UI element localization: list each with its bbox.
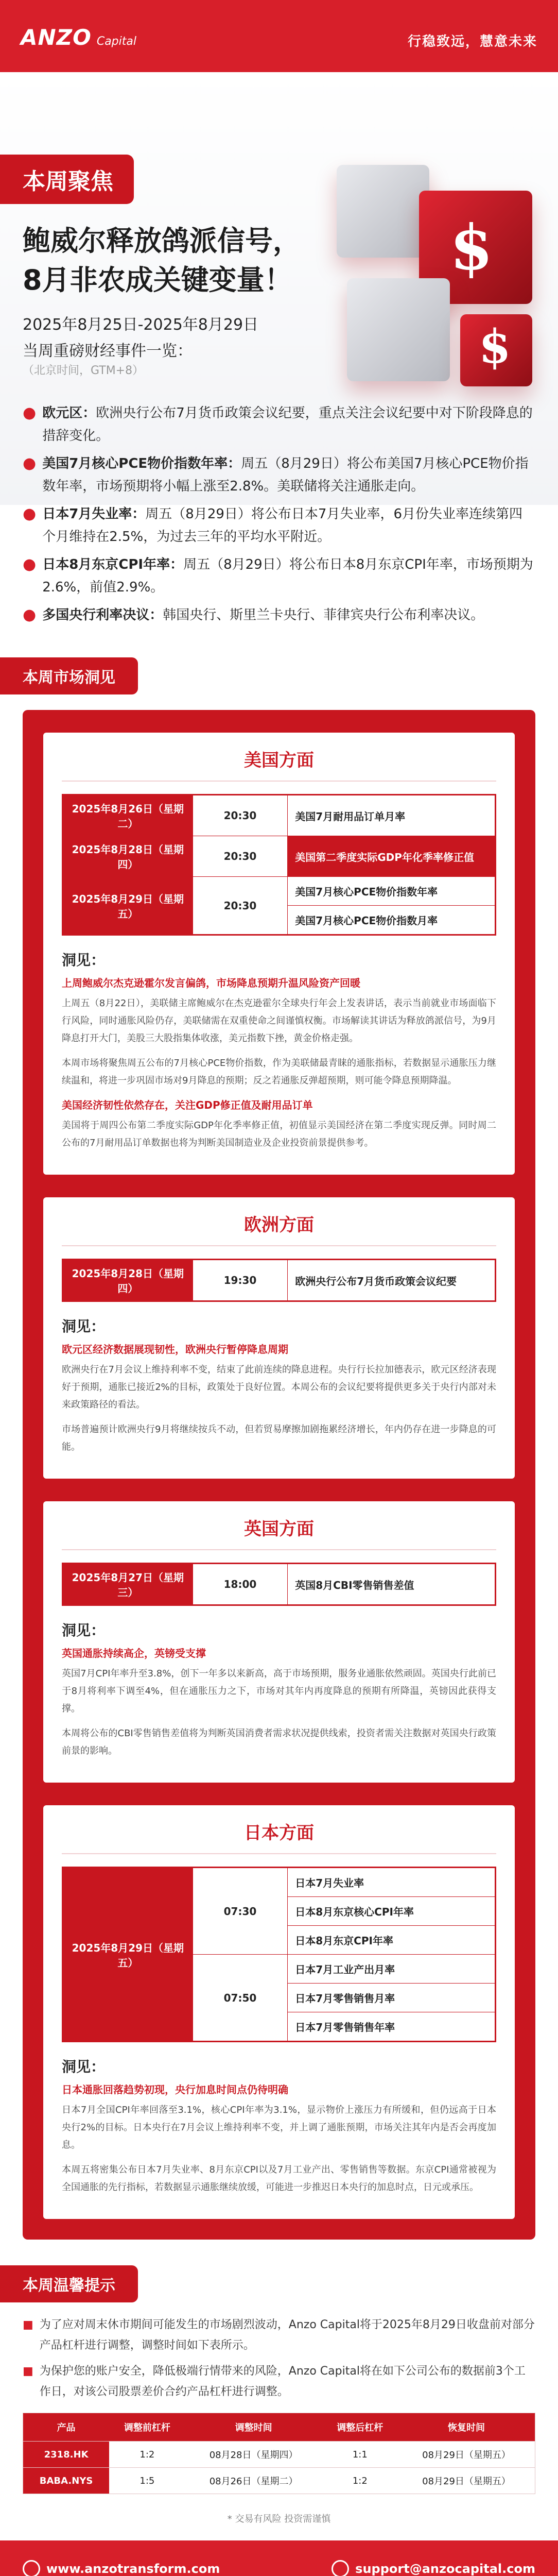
hero-timezone-note: （北京时间，GTM+8）: [23, 364, 144, 377]
schedule-time: 20:30: [193, 795, 288, 836]
schedule-time: 07:50: [193, 1955, 288, 2041]
table-row: [63, 836, 495, 877]
bullet-icon: ●: [23, 454, 37, 472]
bullet-icon: ●: [23, 606, 37, 624]
region-title: 日本方面: [62, 1805, 496, 1854]
warning-item: ■ 为了应对周末休市期间可能发生的市场剧烈波动，Anzo Capital将于2025年8月29日收盘前对部分产品杠杆进行调整，调整时间如下表所示。: [23, 2315, 535, 2356]
table-cell: 08月29日（星期五）: [398, 2468, 535, 2494]
region-title: 欧洲方面: [62, 1197, 496, 1246]
square-bullet-icon: ■: [23, 2365, 33, 2378]
table-cell: BABA.NYS: [23, 2468, 109, 2494]
market-insight-panel: [23, 710, 535, 2240]
agenda-item: ● 美国7月核心PCE物价指数年率：周五（8月29日）将公布美国7月核心PCE物价指数年率，市场预期将小幅上涨至2.8%。美联储将关注通胀走向。: [23, 452, 535, 498]
column-header: 产品: [23, 2413, 109, 2442]
table-row: [63, 1260, 495, 1301]
table-row: [23, 2468, 535, 2494]
insight-paragraph: 美国将于周四公布第二季度实际GDP年化季率修正值，初值显示美国经济在第二季度实现反弹。同时周二公布的7月耐用品订单数据也将为判断美国制造业及企业投资前景提供参考。: [62, 1120, 496, 1148]
insight-paragraph: 本周市场将聚焦周五公布的7月核心PCE物价指数，作为美联储最青睐的通胀指标，若数据显示通胀压力继续温和，将进一步巩固市场对9月降息的预期；反之若通胀反弹超预期，则可能令降息预期降温。: [62, 1058, 496, 1086]
schedule-event: 美国7月耐用品订单月率: [288, 795, 495, 836]
square-bullet-icon: ■: [23, 2318, 33, 2331]
schedule-time: 19:30: [193, 1260, 288, 1301]
schedule-event: 日本7月失业率: [288, 1868, 495, 1897]
table-cell: 08月26日（星期二）: [185, 2468, 322, 2494]
column-header: 调整前杠杆: [109, 2413, 185, 2442]
column-header: 调整时间: [185, 2413, 322, 2442]
hero-tag: 本周聚焦: [0, 155, 134, 204]
schedule-time: 20:30: [193, 836, 288, 877]
schedule-date: 2025年8月29日（星期五）: [63, 1868, 193, 2041]
schedule-event: 美国7月核心PCE物价指数年率: [288, 877, 495, 906]
schedule-event: 日本8月东京核心CPI年率: [288, 1897, 495, 1926]
table-row: [63, 877, 495, 906]
schedule-event: 美国7月核心PCE物价指数月率: [288, 906, 495, 935]
schedule-table: [62, 1259, 496, 1302]
insight-subtitle: 上周鲍威尔杰克逊霍尔发言偏鸽，市场降息预期升温风险资产回暖: [62, 977, 360, 989]
brand-sub: Capital: [96, 35, 136, 48]
insight-paragraph: 日本7月全国CPI年率回落至3.1%，核心CPI年率为3.1%，显示物价上涨压力有所缓和，但仍远高于日本央行2%的目标。日本央行在7月会议上维持利率不变，并上调了通胀预期，市场关注其年内是否会再度加息。: [62, 2105, 496, 2150]
warning-list: [0, 2302, 558, 2402]
insight-paragraph: 上周五（8月22日），美联储主席鲍威尔在杰克逊霍尔全球央行年会上发表讲话，表示当前就业市场面临下行风险，同时通胀风险仍存，美联储需在双重使命之间谨慎权衡。市场解读其讲话为释放鸽派信号，为9月降息打开大门，美股三大股指集体收涨，美元指数下挫，黄金价格走强。: [62, 998, 496, 1044]
schedule-table: [62, 794, 496, 936]
insight-subtitle: 英国通胀持续高企，英镑受支撑: [62, 1647, 206, 1659]
schedule-date: 2025年8月28日（星期四）: [63, 836, 193, 877]
schedule-event: 英国8月CBI零售销售差值: [288, 1564, 495, 1605]
email-text: support@anzocapital.com: [355, 2562, 535, 2576]
market-insight-tab: 本周市场洞见: [0, 657, 138, 694]
table-cell: 1:1: [322, 2442, 398, 2468]
schedule-table: [62, 1867, 496, 2042]
table-cell: 1:5: [109, 2468, 185, 2494]
table-header-row: [23, 2413, 535, 2442]
region-card-jp: [43, 1805, 515, 2219]
table-cell: 1:2: [109, 2442, 185, 2468]
dollar-icon: $: [450, 211, 493, 284]
website-link[interactable]: [23, 2560, 220, 2576]
insight-subtitle: 美国经济韧性依然存在，关注GDP修正值及耐用品订单: [62, 1099, 313, 1111]
column-header: 恢复时间: [398, 2413, 535, 2442]
insight-paragraph: 市场普遍预计欧洲央行9月将继续按兵不动，但若贸易摩擦加剧拖累经济增长，年内仍存在进一步降息的可能。: [62, 1424, 496, 1452]
footer-bar: [0, 2540, 558, 2576]
schedule-event: 日本8月东京CPI年率: [288, 1926, 495, 1955]
hero-subline: 当周重磅财经事件一览：: [23, 342, 193, 360]
hero-dollar-cubes-illustration: [316, 160, 543, 397]
bullet-icon: ●: [23, 505, 37, 523]
table-cell: 1:2: [322, 2468, 398, 2494]
schedule-event: 日本7月零售销售月率: [288, 1984, 495, 2012]
schedule-table: [62, 1563, 496, 1606]
insight-paragraph: 本周五将密集公布日本7月失业率、8月东京CPI以及7月工业产出、零售销售等数据。东京CPI通常被视为全国通胀的先行指标，若数据显示通胀继续放缓，可能进一步推迟日本央行的加息时点，日元或承压。: [62, 2164, 496, 2193]
insight-title: 洞见：: [62, 1318, 106, 1335]
schedule-time: 20:30: [193, 877, 288, 935]
agenda-item: ● 欧元区：欧洲央行公布7月货币政策会议纪要，重点关注会议纪要中对下阶段降息的措辞变化。: [23, 402, 535, 447]
insight-title: 洞见：: [62, 1622, 106, 1639]
agenda-item: ● 日本7月失业率：周五（8月29日）将公布日本7月失业率，6月份失业率连续第四个月维持在2.5%，为过去三年的平均水平附近。: [23, 503, 535, 548]
bullet-icon: ●: [23, 404, 37, 422]
schedule-time: 07:30: [193, 1868, 288, 1955]
schedule-date: 2025年8月28日（星期四）: [63, 1260, 193, 1301]
schedule-event: 日本7月工业产出月率: [288, 1955, 495, 1984]
slogan: 行稳致远，慧意未来: [407, 34, 537, 49]
table-cell: 08月29日（星期五）: [398, 2442, 535, 2468]
region-card-uk: [43, 1501, 515, 1783]
risk-disclaimer: * 交易有风险 投资需谨慎: [227, 2514, 331, 2524]
leverage-adjustment-table: [23, 2413, 535, 2494]
warning-tab: 本周温馨提示: [0, 2265, 138, 2302]
insight-paragraph: 英国7月CPI年率升至3.8%，创下一年多以来新高，高于市场预期，服务业通胀依然顽固。英国央行此前已于8月将利率下调至4%，但在通胀压力之下，市场对其年内再度降息的预期有所降温，英镑因此获得支撑。: [62, 1668, 496, 1714]
insight-paragraph: 本周将公布的CBI零售销售差值将为判断英国消费者需求状况提供线索，投资者需关注数据对英国央行政策前景的影响。: [62, 1728, 496, 1756]
table-cell: 2318.HK: [23, 2442, 109, 2468]
brand-name: ANZO: [21, 25, 92, 50]
table-cell: 08月28日（星期四）: [185, 2442, 322, 2468]
agenda-item: ● 日本8月东京CPI年率：周五（8月29日）将公布日本8月东京CPI年率，市场预期为2.6%，前值2.9%。: [23, 553, 535, 599]
column-header: 调整后杠杆: [322, 2413, 398, 2442]
hero-title: 鲍威尔释放鸽派信号，8月非农成关键变量！: [23, 225, 301, 296]
schedule-date: 2025年8月27日（星期三）: [63, 1564, 193, 1605]
schedule-time: 18:00: [193, 1564, 288, 1605]
agenda-list: [0, 402, 558, 652]
mail-icon: [332, 2560, 349, 2576]
table-row: [23, 2442, 535, 2468]
region-title: 美国方面: [62, 733, 496, 782]
insight-subtitle: 欧元区经济数据展现韧性，欧洲央行暂停降息周期: [62, 1343, 288, 1355]
region-title: 英国方面: [62, 1501, 496, 1550]
globe-icon: [23, 2560, 40, 2576]
top-banner: [0, 0, 558, 72]
region-card-eu: [43, 1197, 515, 1479]
insight-title: 洞见：: [62, 2058, 106, 2075]
table-row: [63, 1868, 495, 1897]
insight-paragraph: 欧洲央行在7月会议上维持利率不变，结束了此前连续的降息进程。央行行长拉加德表示，欧元区经济表现好于预期，通胀已接近2%的目标，政策处于良好位置。本周公布的会议纪要将提供更多关于央行内部对未来政策路径的看法。: [62, 1364, 496, 1410]
warning-item: ■ 为保护您的账户安全，降低极端行情带来的风险，Anzo Capital将在如下公司公布的数据前3个工作日，对该公司股票差价合约产品杠杆进行调整。: [23, 2361, 535, 2402]
hero-date-range: 2025年8月25日-2025年8月29日: [23, 316, 259, 334]
website-text: www.anzotransform.com: [46, 2562, 220, 2576]
schedule-date: 2025年8月29日（星期五）: [63, 877, 193, 935]
brand-logo[interactable]: [21, 25, 136, 50]
schedule-event: 日本7月零售销售年率: [288, 2012, 495, 2041]
table-row: [63, 1564, 495, 1605]
insight-subtitle: 日本通胀回落趋势初现，央行加息时间点仍待明确: [62, 2083, 288, 2096]
schedule-event: 欧洲央行公布7月货币政策会议纪要: [288, 1260, 495, 1301]
schedule-event: 美国第二季度实际GDP年化季率修正值: [288, 836, 495, 877]
bullet-icon: ●: [23, 555, 37, 573]
dollar-icon: $: [479, 319, 511, 374]
agenda-item: ● 多国央行利率决议：韩国央行、斯里兰卡央行、菲律宾央行公布利率决议。: [23, 604, 535, 626]
email-link[interactable]: [332, 2560, 535, 2576]
schedule-date: 2025年8月26日（星期二）: [63, 795, 193, 836]
region-card-us: [43, 733, 515, 1175]
insight-title: 洞见：: [62, 952, 106, 969]
table-row: [63, 795, 495, 836]
